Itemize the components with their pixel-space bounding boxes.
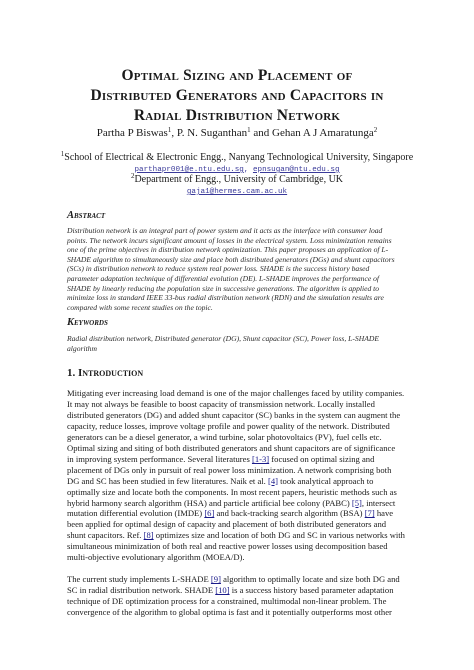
affiliation-text: Department of Engg., University of Cambridge, UK bbox=[134, 174, 344, 185]
introduction-paragraph-1 bbox=[67, 388, 409, 563]
abstract-line: parameter adaptation technique of differential evolution (DE). L-SHADE improves the performance of bbox=[67, 273, 379, 283]
author-name: Partha P Biswas bbox=[96, 127, 168, 139]
citation-link[interactable]: [1-3] bbox=[251, 453, 270, 464]
author-list bbox=[30, 126, 444, 140]
affiliation-marker: 1 bbox=[167, 126, 172, 134]
abstract-line: minimize loss in standard IEEE 33-bus radial distribution network (RDN) and the simulation results are bbox=[67, 293, 384, 303]
citation-link[interactable]: [7] bbox=[364, 508, 375, 519]
title-line: Radial Distribution Network bbox=[133, 107, 341, 124]
abstract-heading: Abstract bbox=[67, 210, 106, 221]
abstract-line: SHADE by linearly reducing the population size in successive generations. The algorithm is applied to bbox=[67, 283, 380, 293]
citation-link[interactable]: [6] bbox=[204, 508, 215, 519]
body-line: optimally size and locate both the components. In most recent papers, heuristic methods such as bbox=[67, 486, 397, 497]
citation-link[interactable]: [5] bbox=[351, 497, 362, 508]
abstract-line: compared with some recent studies on the topic. bbox=[67, 302, 213, 312]
abstract-body bbox=[67, 226, 407, 312]
paper-title bbox=[30, 66, 444, 126]
abstract-line: one of the prime objectives in distribution network optimization. This paper proposes an application of L- bbox=[67, 245, 389, 255]
body-line: shunt capacitors. Ref. [8] optimizes size and location of both DG and SC in various networks with bbox=[67, 530, 405, 541]
email-link[interactable]: parthapr001@e.ntu.edu.sg bbox=[134, 166, 244, 174]
body-line: Mitigating ever increasing load demand is one of the major challenges faced by utility companies. bbox=[67, 388, 405, 398]
email-link[interactable]: epnsugan@ntu.edu.sg bbox=[252, 166, 340, 174]
author-name: and Gehan A J Amaratunga bbox=[250, 127, 374, 139]
body-line: It may not always be feasible to boost capacity of transmission network. Locally installed bbox=[67, 398, 375, 409]
citation-link[interactable]: [10] bbox=[215, 584, 230, 595]
body-line: convergence of the algorithm to global optima is fast and it potentially outperforms most other bbox=[67, 606, 392, 617]
body-line: simultaneous minimization of both real and reactive power losses using decomposition based bbox=[67, 541, 388, 552]
affiliation-marker: 2 bbox=[130, 172, 135, 180]
affiliation-text: School of Electrical & Electronic Engg., Nanyang Technological University, Singapore bbox=[64, 152, 414, 163]
body-line: DG and SC has been studied in few literatures. Naik et al. [4] took analytical approach to bbox=[67, 475, 374, 486]
keywords-line: algorithm bbox=[67, 343, 97, 353]
email-link[interactable]: gaja1@hermes.cam.ac.uk bbox=[186, 188, 288, 196]
abstract-line: (SCs) in distribution network to reduce system real power loss. SHADE is the success history based bbox=[67, 264, 370, 274]
affiliation-marker: 1 bbox=[60, 150, 65, 158]
keywords-body bbox=[67, 334, 407, 353]
abstract-line: points. The network incurs significant amount of losses in the electrical system. Loss minimization remains bbox=[67, 235, 392, 245]
citation-link[interactable]: [8] bbox=[143, 530, 154, 541]
author-name: , P. N. Suganthan bbox=[171, 127, 248, 139]
abstract-line: Distribution network is an integral part of power system and it acts as the interface with consumer load bbox=[67, 226, 383, 235]
affiliation-marker: 2 bbox=[373, 126, 378, 134]
body-line: The current study implements L-SHADE [9] algorithm to optimally locate and size both DG and bbox=[67, 574, 400, 584]
body-line: been applied for optimal design of capacity and placement of both distributed generators and bbox=[67, 519, 387, 530]
body-line: placement of DGs only in pursuit of real power loss minimization. A network comprising both bbox=[67, 464, 392, 475]
title-line: Distributed Generators and Capacitors in bbox=[90, 87, 384, 104]
keywords-line: Radial distribution network, Distributed generator (DG), Shunt capacitor (SC), Power loss, L-SHADE bbox=[67, 334, 379, 343]
citation-link[interactable]: [4] bbox=[267, 475, 278, 486]
abstract-line: SHADE algorithm to simultaneously size and place both distributed generators (DGs) and shunt capacitors bbox=[67, 254, 395, 264]
body-line: mutation differential evolution (IMDE) [6] and back-tracking search algorithm (BSA) [7] have bbox=[67, 508, 394, 519]
body-line: technique of DE optimization process for a constrained, multimodal non-linear problem. The bbox=[67, 595, 387, 606]
introduction-paragraph-2 bbox=[67, 574, 409, 618]
citation-link[interactable]: [9] bbox=[210, 574, 221, 584]
body-line: generators can be a diesel generator, a wind turbine, solar photovoltaics (PV), fuel cells etc. bbox=[67, 431, 382, 442]
introduction-heading: 1. Introduction bbox=[67, 367, 144, 379]
body-line: SC in radial distribution network. SHADE [10] is a success history based parameter adaptation bbox=[67, 584, 394, 595]
keywords-heading: Keywords bbox=[67, 317, 108, 328]
affiliation-2-emails bbox=[20, 187, 454, 197]
body-line: distributed generators (DG) and added shunt capacitor (SC) banks in the system can augment the bbox=[67, 409, 401, 420]
title-line: Optimal Sizing and Placement of bbox=[121, 67, 353, 84]
affiliation-1 bbox=[20, 152, 454, 164]
body-line: capacity, reduce losses, improve voltage profile and power quality of the network. Distributed bbox=[67, 420, 390, 431]
body-line: in improving system performance. Several literatures [1-3] focused on optimal sizing and bbox=[67, 453, 375, 464]
affiliation-marker: 1 bbox=[247, 126, 251, 134]
body-line: multi-objective evolutionary algorithm (MOEA/D). bbox=[67, 552, 245, 563]
affiliation-2 bbox=[20, 174, 454, 186]
body-line: hybrid harmony search algorithm (HSA) and particle artificial bee colony (PABC) [5], intersect bbox=[67, 497, 396, 508]
affiliation-1-emails: parthapr001@e.ntu.edu.sg, epnsugan@ntu.edu.sg bbox=[134, 166, 340, 174]
body-line: Optimal sizing and siting of both distributed generators and shunt capacitors are of significance bbox=[67, 442, 396, 453]
